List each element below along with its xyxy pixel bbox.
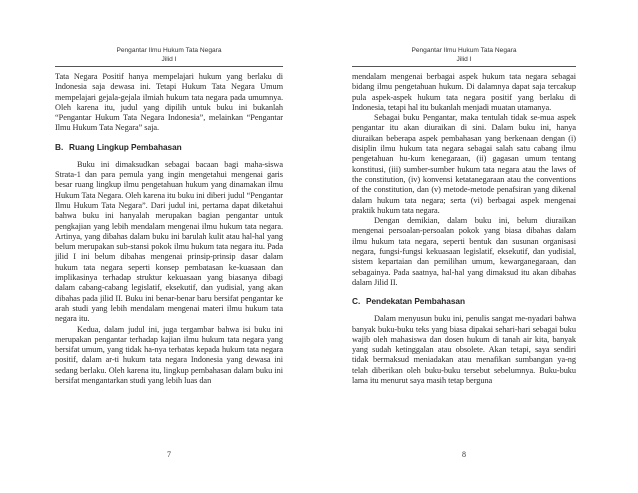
left-page [55, 0, 283, 493]
spacer [55, 134, 283, 142]
running-head-title: Pengantar Ilmu Hukum Tata Negara [116, 47, 222, 54]
running-head-title: Pengantar Ilmu Hukum Tata Negara [411, 47, 517, 54]
section-heading-b [55, 142, 283, 152]
paragraph: Buku ini dimaksudkan sebagai bacaan bagi maha-siswa Strata-1 dan para pemula yang ingin mengetahui mengenai garis besar ruang lingkup ilmu pengetahuan hukum yang dinamakan ilmu Hukum Tata Negara. Oleh karena itu buku ini diberi judul “Pengantar Ilmu Hukum Tata Negara”. Dari judul ini, pertama dapat diketahui bahwa buku ini hanyalah merupakan bagian pengantar untuk pengkajian yang lebih mendalam mengenai ilmu hukum tata negara. Artinya, yang dibahas dalam buku ini barulah kulit atau hal-hal yang belum merupakan sub-stansi pokok ilmu hukum tata negara itu. Pada jilid I ini belum dibahas mengenai prinsip-prinsip dasar dalam hukum tata negara seperti konsep pembatasan ke-kuasaan dan implikasinya terhadap struktur kekuasaan yang biasanya dibagi dalam cabang-cabang legislatif, eksekutif, dan yudisial, yang akan dibahas pada jilid II. Buku ini benar-benar baru bersifat pengantar ke arah studi yang lebih mendalam mengenai materi ilmu hukum tata negara itu. [55, 159, 283, 324]
running-head-volume: Jilid I [161, 56, 177, 63]
right-page [352, 0, 576, 493]
section-heading-c [352, 296, 576, 306]
spacer [352, 306, 576, 314]
left-page-body [55, 72, 283, 386]
paragraph: Sebagai buku Pengantar, maka tentulah tidak se-mua aspek pengantar itu akan diuraikan di sini. Dalam buku ini, hanya diuraikan beberapa aspek pembahasan yang berkenaan dengan (i) disiplin ilmu hukum tata negara sebagai salah satu cabang ilmu pengetahuan hu-kum kenegaraan, (ii) gagasan umum tentang konstitusi, (iii) sumber-sumber hukum tata negara atau the laws of the constitution, (iv) konvensi ketatanegaraan atau the conventions of the constitution, dan (v) metode-metode penafsiran yang dikenal dalam hukum tata negara; serta (vi) berbagai aspek mengenai praktik hukum tata negara. [352, 113, 576, 215]
page-number: 8 [462, 450, 466, 459]
paragraph: Dalam menyusun buku ini, penulis sangat me-nyadari bahwa banyak buku-buku teks yang biasa dipakai sehari-hari sebagai buku wajib oleh mahasiswa dan dosen hukum di tanah air kita, banyak yang sudah ketinggalan atau obsolete. Akan tetapi, saya sendiri tidak bermaksud meniadakan atau menafikan sumbangan ya-ng telah diberikan oleh buku-buku tersebut sebelumnya. Buku-buku lama itu menurut saya masih tetap berguna [352, 314, 576, 386]
header-rule [352, 66, 576, 67]
paragraph: mendalam mengenai berbagai aspek hukum tata negara sebagai bidang ilmu pengetahuan hukum. Di dalamnya dapat saja tercakup pula aspek-aspek hukum tata negara positif yang berlaku di Indonesia, tetapi hal itu bukanlah menjadi muatan utamanya. [352, 72, 576, 112]
spacer [352, 288, 576, 296]
running-head [352, 46, 576, 64]
running-head [55, 46, 283, 64]
spacer [55, 152, 283, 160]
running-head-volume: Jilid I [456, 56, 472, 63]
paragraph: Tata Negara Positif hanya mempelajari hukum yang berlaku di Indonesia saja dewasa ini. Tetapi Hukum Tata Negara Umum mempelajari gejala-gejala ilmiah hukum tata negara pada umumnya. Oleh karena itu, judul yang dipilih untuk buku ini bukanlah “Pengantar Hukum Tata Negara Indonesia”, melainkan “Pengantar Ilmu Hukum Tata Negara” saja. [55, 72, 283, 133]
section-letter: C. [352, 296, 361, 307]
right-page-body [352, 72, 576, 386]
paragraph: Kedua, dalam judul ini, juga tergambar bahwa isi buku ini merupakan pengantar terhadap kajian ilmu hukum tata negara yang bersifat umum, yang tidak ha-nya terbatas kepada hukum tata negara positif, dalam ar-ti hukum tata negara Indonesia yang dewasa ini sedang berlaku. Oleh karena itu, lingkup pembahasan dalam buku ini bersifat mengantarkan studi yang lebih luas dan [55, 324, 283, 386]
section-title: Pendekatan Pembahasan [366, 296, 466, 307]
page-number: 7 [167, 450, 171, 459]
header-rule [55, 66, 283, 67]
section-title: Ruang Lingkup Pembahasan [69, 141, 182, 152]
paragraph: Dengan demikian, dalam buku ini, belum diuraikan mengenai persoalan-persoalan pokok yang biasa dibahas dalam ilmu hukum tata negara, seperti bentuk dan susunan organisasi negara, fungsi-fungsi kekuasaan legislatif, eksekutif, dan yudisial, sistem kepartaian dan pemilihan umum, kewarganegaraan, dan sebagainya. Pada saatnya, hal-hal yang dimaksud itu akan dibahas dalam Jilid II. [352, 216, 576, 287]
section-letter: B. [55, 141, 64, 152]
